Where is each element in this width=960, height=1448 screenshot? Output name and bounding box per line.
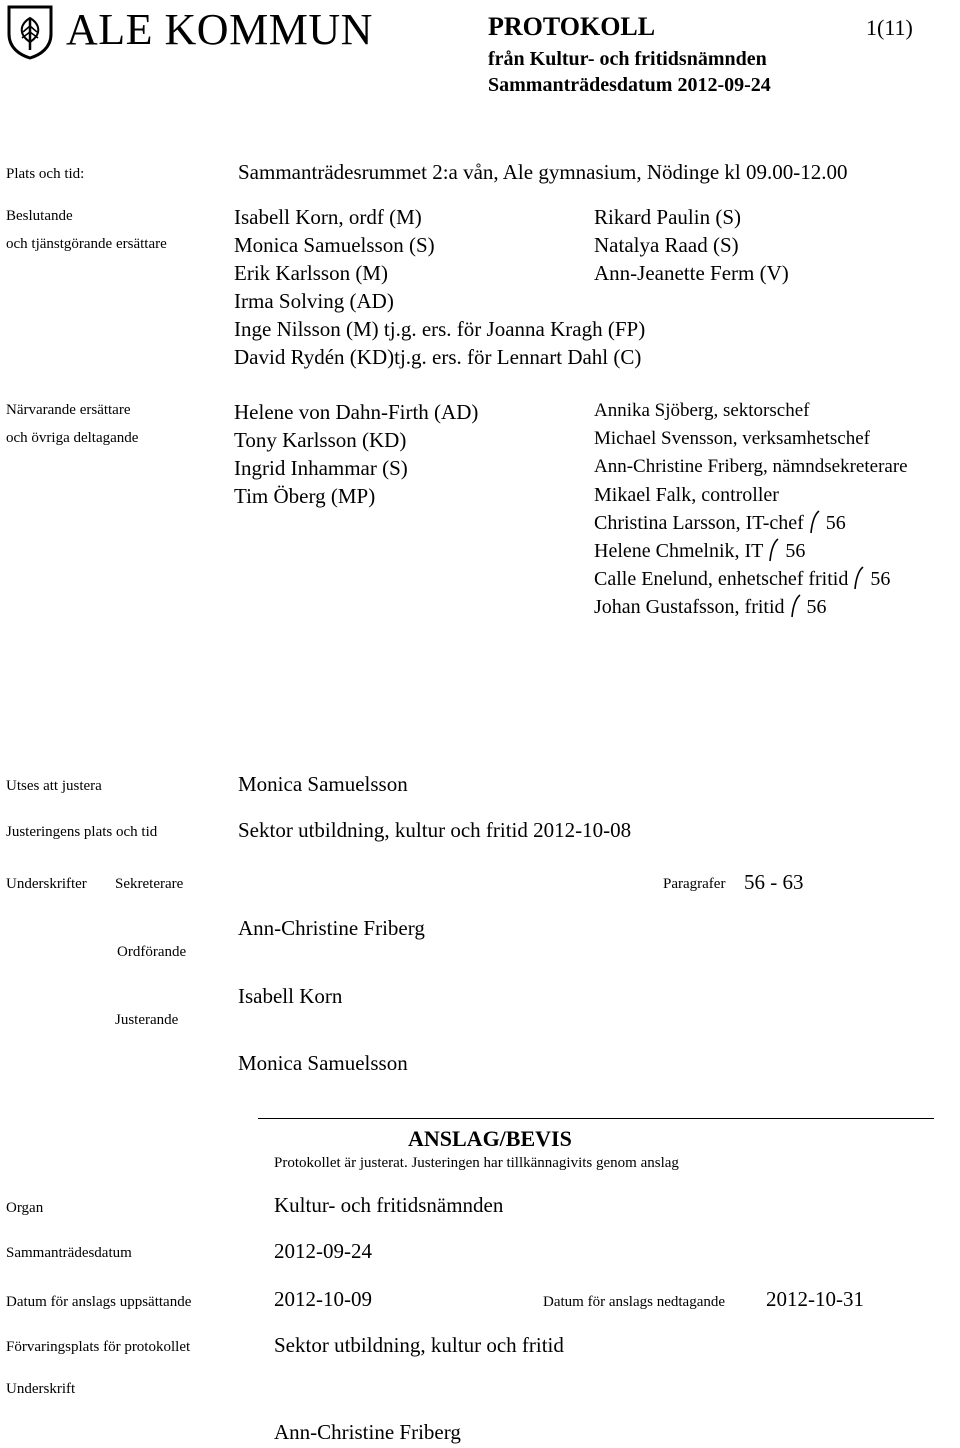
ale-kommun-logo-icon bbox=[6, 4, 54, 60]
justera-label: Utses att justera bbox=[6, 778, 102, 794]
underskrift-label: Underskrift bbox=[6, 1381, 76, 1397]
list-item bbox=[594, 565, 908, 593]
list-item: Tim Öberg (MP) bbox=[234, 484, 376, 508]
participant-name: Mikael Falk, controller bbox=[594, 484, 779, 506]
sammantradesdatum-label: Sammanträdesdatum bbox=[6, 1245, 132, 1261]
page-number: 1(11) bbox=[866, 15, 913, 40]
paragrafer-value: 56 - 63 bbox=[744, 870, 804, 894]
list-item: Irma Solving (AD) bbox=[234, 289, 394, 313]
paragraph-symbol-icon bbox=[789, 593, 803, 619]
list-item: Tony Karlsson (KD) bbox=[234, 428, 407, 452]
justeringens-value: Sektor utbildning, kultur och fritid 2012-10-08 bbox=[238, 818, 632, 842]
participant-name: Johan Gustafsson, fritid bbox=[594, 596, 785, 618]
anslag-divider bbox=[258, 1118, 934, 1119]
list-item: Isabell Korn, ordf (M) bbox=[234, 205, 422, 229]
list-item: Erik Karlsson (M) bbox=[234, 261, 388, 285]
narvarande-left-list bbox=[234, 398, 478, 510]
narvarande-label: Närvarande ersättare bbox=[6, 402, 131, 418]
list-item bbox=[594, 453, 908, 481]
beslutande-left-list bbox=[234, 203, 645, 371]
list-item bbox=[594, 593, 908, 621]
narvarande-label-2: och övriga deltagande bbox=[6, 430, 139, 446]
ordforande-name: Isabell Korn bbox=[238, 984, 343, 1008]
justeringens-label: Justeringens plats och tid bbox=[6, 824, 158, 840]
paragraph-ref: 56 bbox=[785, 540, 806, 562]
sammantradesdatum-value: 2012-09-24 bbox=[274, 1239, 372, 1263]
list-item bbox=[594, 425, 908, 453]
underskrifter-label: Underskrifter bbox=[6, 876, 87, 892]
participant-name: Calle Enelund, enhetschef fritid bbox=[594, 568, 849, 590]
list-item bbox=[594, 509, 908, 537]
participant-name: Christina Larsson, IT-chef bbox=[594, 512, 804, 534]
list-item: Natalya Raad (S) bbox=[594, 233, 739, 257]
list-item: Helene von Dahn-Firth (AD) bbox=[234, 400, 479, 424]
nedtagande-value: 2012-10-31 bbox=[766, 1287, 864, 1311]
ordforande-label: Ordförande bbox=[117, 944, 187, 960]
document-subtitle: från Kultur- och fritidsnämnden bbox=[488, 48, 767, 70]
list-item: David Rydén (KD)tj.g. ers. för Lennart Dahl (C) bbox=[234, 345, 642, 369]
uppsattande-label: Datum för anslags uppsättande bbox=[6, 1294, 192, 1310]
forvaring-value: Sektor utbildning, kultur och fritid bbox=[274, 1333, 564, 1357]
paragrafer-label: Paragrafer bbox=[663, 876, 726, 892]
uppsattande-value: 2012-10-09 bbox=[274, 1287, 372, 1311]
organ-label: Organ bbox=[6, 1200, 44, 1216]
list-item: Ingrid Inhammar (S) bbox=[234, 456, 408, 480]
list-item: Inge Nilsson (M) tj.g. ers. för Joanna Kragh (FP) bbox=[234, 317, 646, 341]
beslutande-right-list bbox=[594, 203, 789, 287]
forvaring-label: Förvaringsplats för protokollet bbox=[6, 1339, 191, 1355]
plats-value: Sammanträdesrummet 2:a vån, Ale gymnasium, Nödinge kl 09.00-12.00 bbox=[238, 160, 848, 184]
underskrift-name: Ann-Christine Friberg bbox=[274, 1420, 461, 1444]
participant-name: Ann-Christine Friberg, nämndsekreterare bbox=[594, 456, 908, 477]
paragraph-ref: 56 bbox=[806, 596, 827, 618]
paragraph-symbol-icon bbox=[852, 565, 866, 591]
plats-label: Plats och tid: bbox=[6, 166, 85, 182]
list-item: Ann-Jeanette Ferm (V) bbox=[594, 261, 789, 285]
sekreterare-label: Sekreterare bbox=[115, 876, 184, 892]
participant-name: Helene Chmelnik, IT bbox=[594, 540, 764, 562]
participant-name: Annika Sjöberg, sektorschef bbox=[594, 400, 810, 421]
paragraph-symbol-icon bbox=[808, 509, 822, 535]
beslutande-label-2: och tjänstgörande ersättare bbox=[6, 236, 167, 252]
list-item bbox=[594, 481, 908, 509]
justerande-label: Justerande bbox=[115, 1012, 179, 1028]
justera-value: Monica Samuelsson bbox=[238, 772, 408, 796]
participant-name: Michael Svensson, verksamhetschef bbox=[594, 428, 870, 449]
list-item: Rikard Paulin (S) bbox=[594, 205, 741, 229]
narvarande-right-list bbox=[594, 397, 908, 621]
anslag-note: Protokollet är justerat. Justeringen har tillkännagivits genom anslag bbox=[274, 1155, 679, 1171]
beslutande-label: Beslutande bbox=[6, 208, 73, 224]
organ-value: Kultur- och fritidsnämnden bbox=[274, 1193, 504, 1217]
anslag-title: ANSLAG/BEVIS bbox=[408, 1126, 572, 1151]
document-title: PROTOKOLL bbox=[488, 12, 656, 41]
logo-wordmark: ALE KOMMUN bbox=[66, 5, 373, 54]
list-item: Monica Samuelsson (S) bbox=[234, 233, 435, 257]
paragraph-ref: 56 bbox=[825, 512, 846, 534]
paragraph-ref: 56 bbox=[870, 568, 891, 590]
list-item bbox=[594, 537, 908, 565]
meeting-date-header: Sammanträdesdatum 2012-09-24 bbox=[488, 74, 771, 96]
justerande-name: Monica Samuelsson bbox=[238, 1051, 408, 1075]
list-item bbox=[594, 397, 908, 425]
sekreterare-name: Ann-Christine Friberg bbox=[238, 916, 425, 940]
nedtagande-label: Datum för anslags nedtagande bbox=[543, 1294, 726, 1310]
paragraph-symbol-icon bbox=[767, 537, 781, 563]
